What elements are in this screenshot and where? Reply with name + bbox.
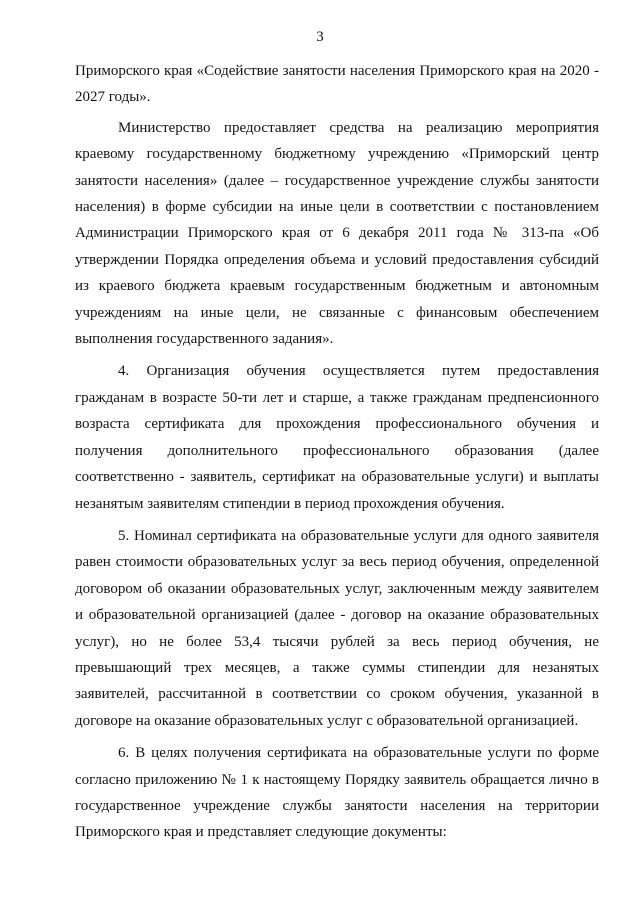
paragraph-ministry-funding: Министерство предоставляет средства на реализацию мероприятия краевому государственному бюджетному учреждению «Приморский центр занятости населения» (далее – государственное учреждение службы занятости населения) в форме субсидии на иные цели в соответствии с постановлением Администрации Приморского края от 6 декабря 2011 года № 313-па «Об утверждении Порядка определения объема и условий предоставления субсидий из краевого бюджета краевым государственным бюджетным и автономным учреждениям на иные цели, не связанные с финансовым обеспечением выполнения государственного задания».: [75, 119, 599, 348]
document-body: [75, 58, 599, 846]
paragraph-6-required-documents: 6. В целях получения сертификата на образовательные услуги по форме согласно приложению № 1 к настоящему Порядку заявитель обращается лично в государственное учреждение службы занятости населения на территории Приморского края и представляет следующие документы:: [75, 745, 599, 841]
paragraph-4-training-organization: 4. Организация обучения осуществляется путем предоставления гражданам в возрасте 50-ти лет и старше, а также гражданам предпенсионного возраста сертификата для прохождения профессионального обучения и получения дополнительного профессионального образования (далее соответственно - заявитель, сертификат на образовательные услуги) и выплаты незанятым заявителям стипендии в период прохождения обучения.: [75, 363, 599, 512]
page-number: 3: [316, 29, 324, 45]
paragraph-5-certificate-nominal: 5. Номинал сертификата на образовательные услуги для одного заявителя равен стоимости образовательных услуг за весь период обучения, определенной договором об оказании образовательных услуг, заключенным между заявителем и образовательной организацией (далее - договор на оказание образовательных услуг), но не более 53,4 тысячи рублей за весь период обучения, не превышающий трех месяцев, а также суммы стипендии для незанятых заявителей, рассчитанной в соответствии со сроком обучения, указанной в договоре на оказание образовательных услуг с образовательной организацией.: [75, 527, 599, 729]
paragraph-program-title-continuation: Приморского края «Содействие занятости населения Приморского края на 2020 - 2027 годы».: [75, 63, 599, 106]
